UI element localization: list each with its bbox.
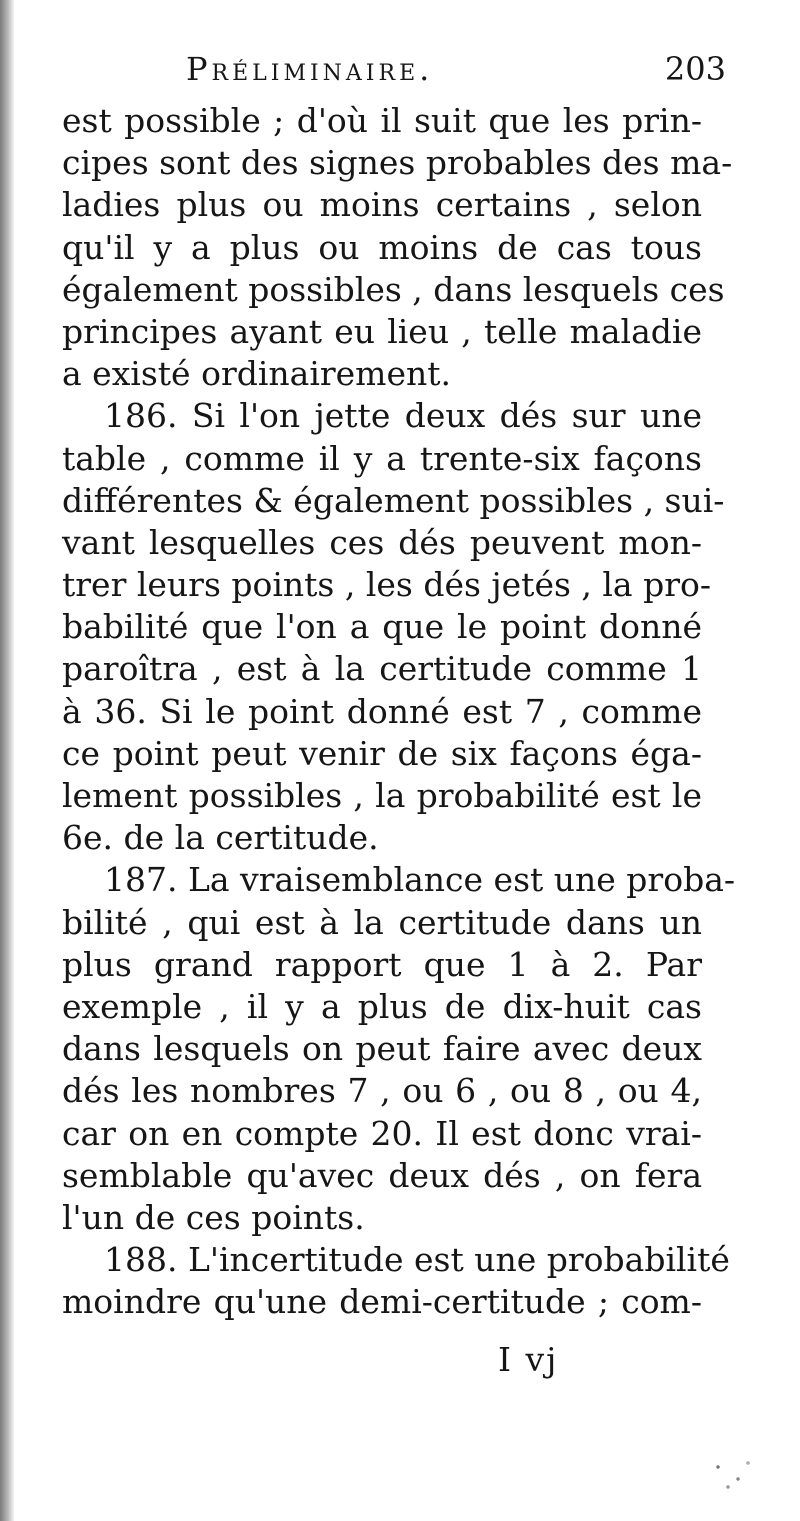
paragraph-186-start: 186. Si l'on jette deux dés sur une [104, 396, 702, 436]
text-line: moindre qu'une demi-certitude ; com- [62, 1282, 702, 1322]
text-line: trer leurs points , les dés jetés , la pro- [62, 565, 712, 605]
text-line: table , comme il y a trente-six façons [62, 438, 702, 478]
page-edge-shadow [0, 0, 14, 1521]
text-line: également possibles , dans lesquels ces [62, 269, 725, 309]
text-line: car on en compte 20. Il est donc vrai- [62, 1113, 702, 1153]
running-title: Préliminaire. [186, 50, 434, 88]
text-line: bilité , qui est à la certitude dans un [62, 902, 702, 942]
text-line: 6e. de la certitude. [62, 818, 379, 858]
page-header [186, 46, 726, 102]
text-line: vant lesquelles ces dés peuvent mon- [62, 522, 702, 562]
text-line: paroîtra , est à la certitude comme 1 [62, 649, 702, 689]
text-line: semblable qu'avec deux dés , on fera [62, 1155, 702, 1195]
body-text [62, 100, 736, 1323]
text-line: plus grand rapport que 1 à 2. Par [62, 944, 702, 984]
text-line: dés les nombres 7 , ou 6 , ou 8 , ou 4, [62, 1071, 702, 1111]
text-line: dans lesquels on peut faire avec deux [62, 1029, 702, 1069]
text-line: qu'il y a plus ou moins de cas tous [62, 227, 702, 267]
text-line: principes ayant eu lieu , telle maladie [62, 311, 702, 351]
text-line: cipes sont des signes probables des ma- [62, 143, 733, 183]
paragraph-188-start: 188. L'incertitude est une probabilité [104, 1240, 730, 1280]
text-line: l'un de ces points. [62, 1197, 365, 1237]
catchword-signature: I vj [498, 1340, 559, 1379]
text-line: est possible ; d'où il suit que les prin- [62, 101, 702, 140]
paragraph-187-start: 187. La vraisemblance est une proba- [104, 860, 736, 900]
text-line: à 36. Si le point donné est 7 , comme [62, 691, 702, 731]
text-line: ladies plus ou moins certains , selon [62, 185, 702, 225]
text-line: différentes & également possibles , sui- [62, 480, 725, 520]
text-line: ce point peut venir de six façons éga- [62, 733, 702, 773]
text-line: exemple , il y a plus de dix-huit cas [62, 986, 702, 1026]
page-number: 203 [664, 50, 726, 88]
text-line: babilité que l'on a que le point donné [62, 607, 702, 647]
text-line: a existé ordinairement. [62, 354, 452, 394]
text-line: lement possibles , la probabilité est le [62, 776, 702, 815]
paper-speckle [708, 1455, 758, 1495]
